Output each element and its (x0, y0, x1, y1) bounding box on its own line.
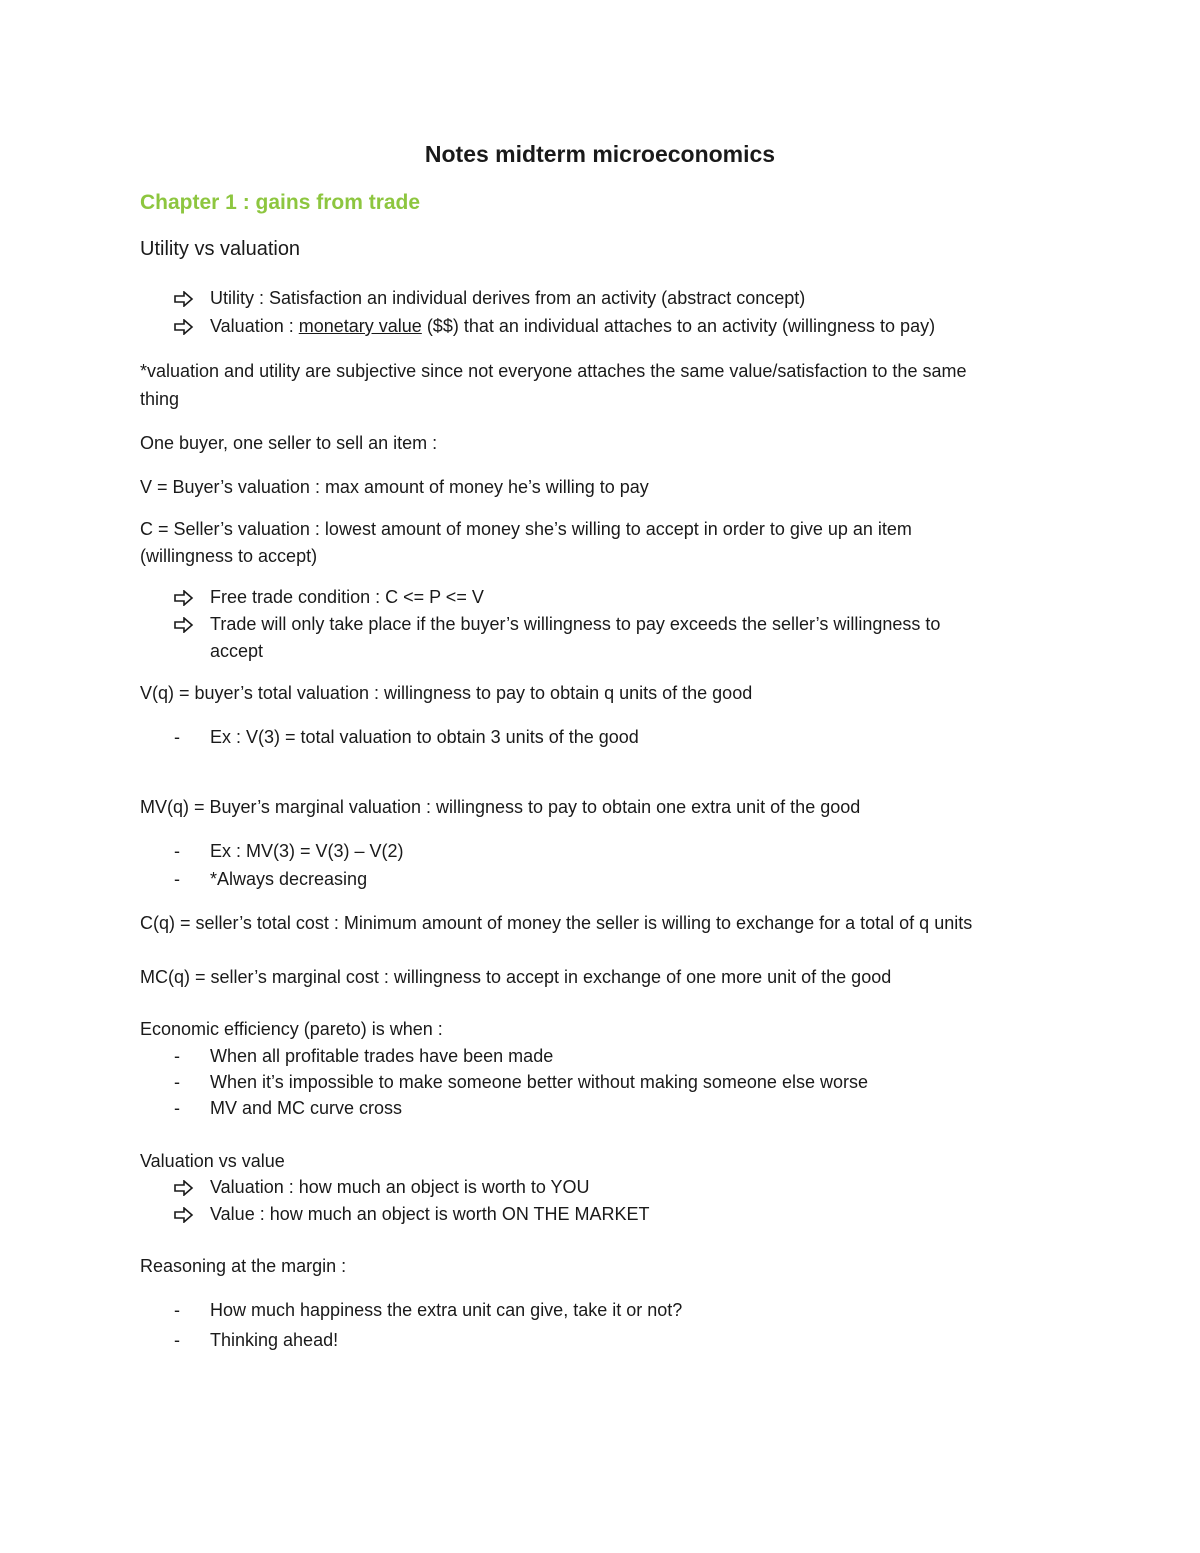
underlined-term: monetary value (298, 316, 422, 336)
paragraph: C(q) = seller’s total cost : Minimum amount of money the seller is willing to exchange for a total of q units (140, 913, 973, 933)
paragraph: MV(q) = Buyer’s marginal valuation : willingness to pay to obtain one extra unit of the good (140, 797, 861, 817)
paragraph: Reasoning at the margin : (140, 1256, 347, 1276)
list-item: Ex : V(3) = total valuation to obtain 3 units of the good (210, 727, 639, 747)
dash-bullet: - (174, 1046, 180, 1066)
paragraph: V(q) = buyer’s total valuation : willingness to pay to obtain q units of the good (140, 683, 753, 703)
arrow-bullet-icon (174, 584, 204, 606)
paragraph: Valuation vs value (140, 1151, 285, 1171)
list-item: MV and MC curve cross (210, 1098, 403, 1118)
paragraph: One buyer, one seller to sell an item : (140, 433, 438, 453)
list-item: Valuation : how much an object is worth to YOU (210, 1177, 590, 1197)
text-span: Valuation : (210, 316, 299, 336)
dash-bullet: - (174, 727, 180, 747)
paragraph: C = Seller’s valuation : lowest amount of money she’s willing to accept in order to give up an item (140, 519, 912, 539)
paragraph: *valuation and utility are subjective since not everyone attaches the same value/satisfaction to the same (140, 361, 967, 381)
arrow-bullet-icon (174, 285, 204, 307)
chapter-heading: Chapter 1 : gains from trade (140, 191, 421, 214)
list-item: When all profitable trades have been made (210, 1046, 554, 1066)
list-item: *Always decreasing (210, 869, 368, 889)
list-item: When it’s impossible to make someone better without making someone else worse (210, 1072, 868, 1092)
arrow-bullet-icon (174, 1174, 204, 1196)
text-span: ($$) that an individual attaches to an activity (willingness to pay) (421, 316, 936, 336)
list-item: Thinking ahead! (210, 1330, 339, 1350)
section-heading: Utility vs valuation (140, 238, 301, 260)
dash-bullet: - (174, 1072, 180, 1092)
list-item: How much happiness the extra unit can give, take it or not? (210, 1300, 683, 1320)
dash-bullet: - (174, 1330, 180, 1350)
paragraph: V = Buyer’s valuation : max amount of money he’s willing to pay (140, 477, 649, 497)
list-item: Utility : Satisfaction an individual derives from an activity (abstract concept) (210, 288, 806, 308)
list-item (210, 313, 935, 340)
arrow-bullet-icon (174, 1201, 204, 1223)
list-item: Value : how much an object is worth ON THE MARKET (210, 1204, 650, 1224)
dash-bullet: - (174, 1098, 180, 1118)
paragraph: MC(q) = seller’s marginal cost : willingness to accept in exchange of one more unit of the good (140, 967, 892, 987)
list-item: Trade will only take place if the buyer’s willingness to pay exceeds the seller’s willingness to (210, 614, 941, 634)
paragraph: Economic efficiency (pareto) is when : (140, 1019, 443, 1039)
list-item: Free trade condition : C <= P <= V (210, 587, 484, 607)
arrow-bullet-icon (174, 611, 204, 633)
paragraph: (willingness to accept) (140, 546, 318, 566)
page-title: Notes midterm microeconomics (424, 141, 776, 167)
arrow-bullet-icon (174, 313, 204, 335)
dash-bullet: - (174, 869, 180, 889)
list-item: Ex : MV(3) = V(3) – V(2) (210, 841, 404, 861)
dash-bullet: - (174, 841, 180, 861)
list-item-continuation: accept (210, 641, 264, 661)
paragraph: thing (140, 389, 180, 409)
dash-bullet: - (174, 1300, 180, 1320)
